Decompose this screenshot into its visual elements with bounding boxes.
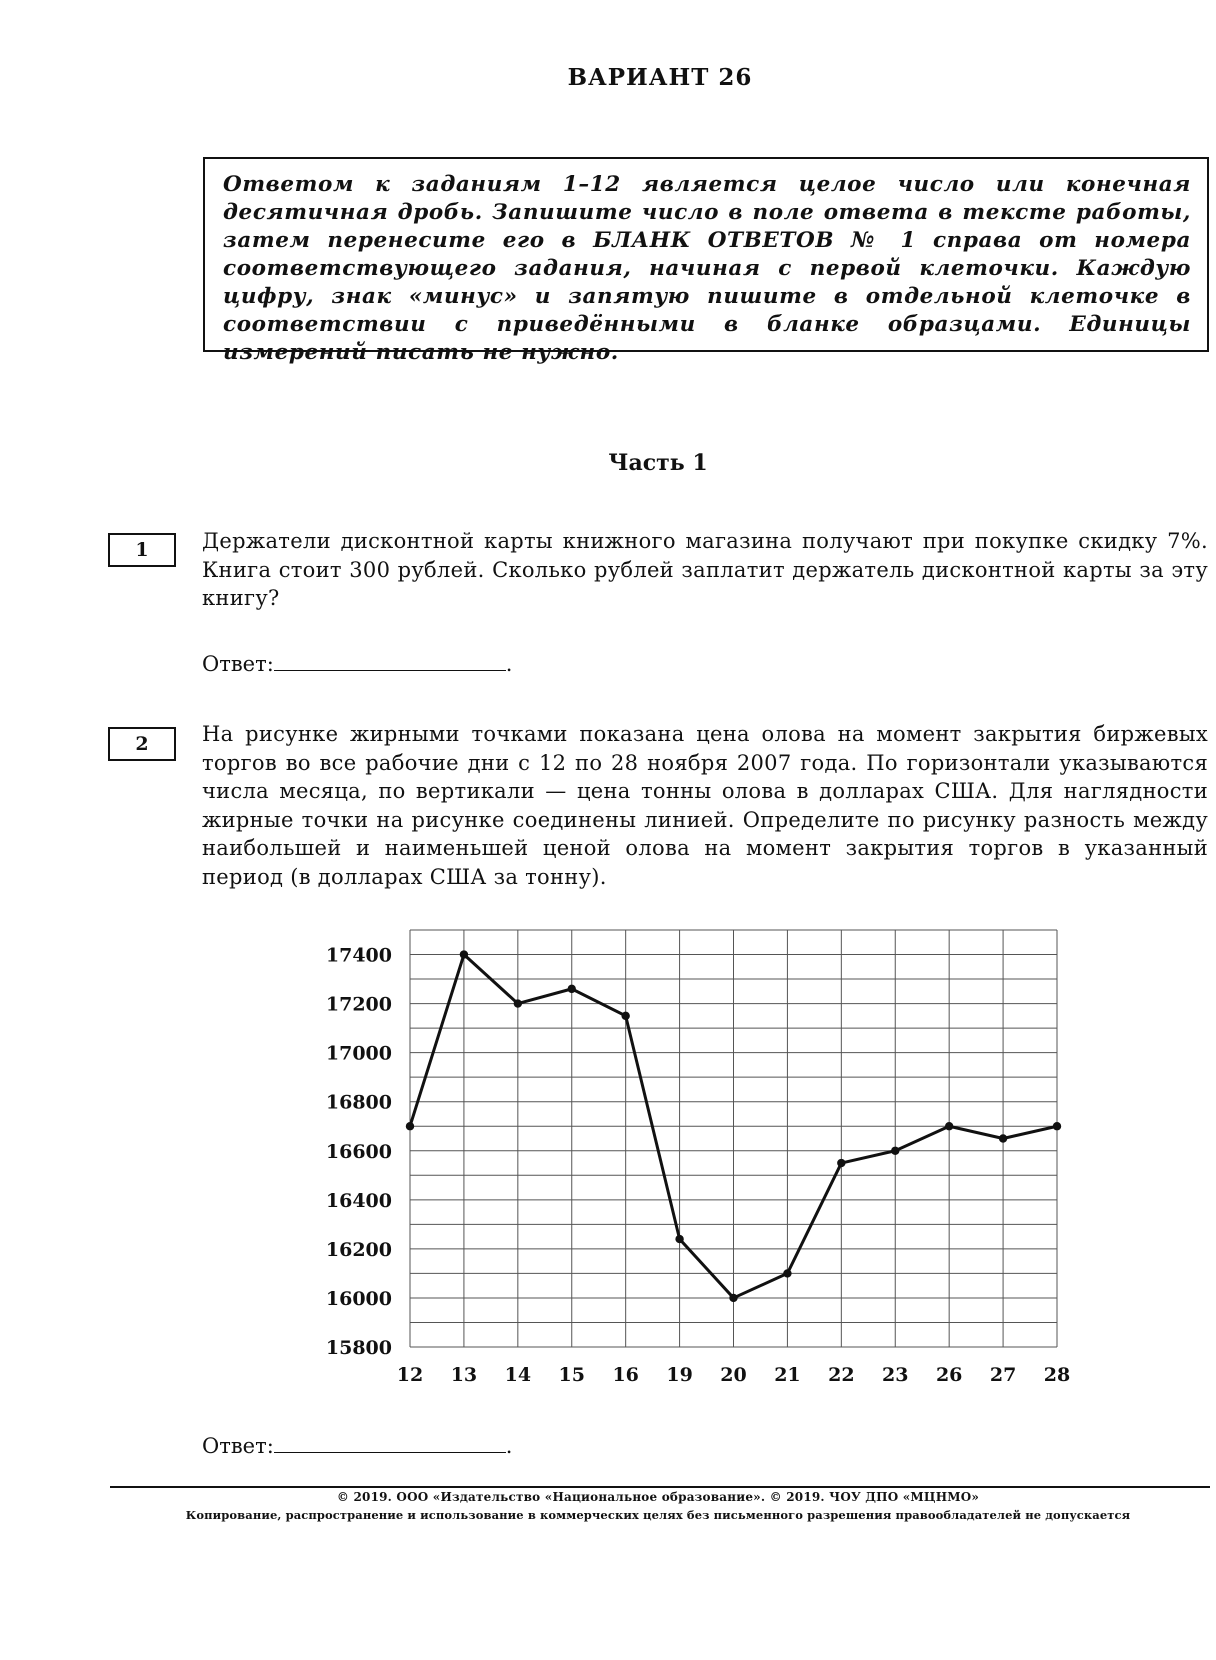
task-1-text: Держатели дисконтной карты книжного магазина получают при покупке скидку 7%. Книга стоит 300 рублей. Сколько рублей заплатит держатель дисконтной карты за эту книгу? — [202, 529, 1208, 610]
data-point — [460, 950, 468, 958]
answer-terminator: . — [505, 652, 513, 676]
footer-copyright: © 2019. ООО «Издательство «Национальное образование». © 2019. ЧОУ ДПО «МЦНМО» — [336, 1490, 980, 1504]
x-tick-label: 20 — [720, 1364, 747, 1386]
answer-label: Ответ: — [202, 652, 274, 676]
data-point — [1053, 1122, 1061, 1130]
x-tick-label: 22 — [828, 1364, 855, 1386]
y-tick-label: 17200 — [325, 993, 392, 1016]
x-tick-label: 27 — [989, 1364, 1017, 1386]
data-point — [514, 999, 522, 1007]
data-point — [406, 1122, 414, 1130]
data-point — [999, 1134, 1007, 1142]
task-number-1: 1 — [108, 533, 176, 567]
y-tick-label: 16600 — [325, 1140, 392, 1163]
variant-title: ВАРИАНТ 26 — [567, 64, 753, 91]
footer-notice: Копирование, распространение и использование в коммерческих целях без письменного разрешения правообладателей не допускается — [185, 1508, 1131, 1522]
task-1-answer — [202, 650, 512, 676]
footer-divider — [110, 1486, 1210, 1488]
data-point — [729, 1294, 737, 1302]
answer-label: Ответ: — [202, 1434, 274, 1458]
data-point — [783, 1269, 791, 1277]
part-title: Часть 1 — [608, 450, 708, 476]
answer-field[interactable] — [274, 1432, 506, 1453]
instructions-box — [203, 157, 1209, 365]
chart-svg — [310, 920, 1070, 1390]
task-2-answer — [202, 1432, 512, 1458]
data-point — [837, 1159, 845, 1167]
x-tick-label: 13 — [450, 1364, 478, 1386]
x-tick-label: 14 — [504, 1364, 532, 1386]
x-tick-label: 16 — [612, 1364, 639, 1386]
task-2-text: На рисунке жирными точками показана цена олова на момент закрытия биржевых торгов во все рабочие дни с 12 по 28 ноября 2007 года. По горизонтали указываются числа месяца, по вертикали — цена тонны олова в долларах США. Для наглядности жирные точки на рисунке соединены линией. Определите по рисунку разность между наибольшей и наименьшей ценой олова на момент закрытия торгов в указанный период (в долларах США за тонну). — [202, 722, 1208, 889]
y-tick-label: 15800 — [325, 1337, 392, 1359]
y-tick-label: 17400 — [325, 944, 392, 967]
answer-terminator: . — [505, 1434, 513, 1458]
instructions-text: Ответом к заданиям 1–12 является целое число или конечная десятичная дробь. Запишите число в поле ответа в тексте работы, затем перенесите его в БЛАНК ОТВЕТОВ № 1 справа от номера соответствующего задания, начиная с первой клеточки. Каждую цифру, знак «минус» и запятую пишите в отдельной клеточке в соответствии с приведёнными в бланке образцами. Единицы измерений писать не нужно. — [223, 172, 1191, 365]
data-point — [675, 1235, 683, 1243]
data-point — [891, 1147, 899, 1155]
data-point — [568, 985, 576, 993]
x-tick-label: 19 — [666, 1364, 693, 1386]
task-number-2: 2 — [108, 727, 176, 761]
x-tick-label: 23 — [882, 1364, 909, 1386]
answer-field[interactable] — [274, 650, 506, 671]
data-point — [621, 1012, 629, 1020]
tin-price-chart — [310, 920, 1070, 1390]
x-tick-label: 28 — [1043, 1364, 1070, 1386]
y-tick-label: 17000 — [325, 1042, 392, 1065]
x-tick-label: 26 — [935, 1364, 963, 1386]
x-tick-label: 21 — [774, 1364, 801, 1386]
y-tick-label: 16000 — [325, 1287, 392, 1310]
x-tick-label: 12 — [396, 1364, 424, 1386]
y-tick-label: 16800 — [325, 1091, 392, 1114]
y-tick-label: 16200 — [325, 1238, 392, 1261]
y-tick-label: 16400 — [325, 1189, 392, 1212]
x-tick-label: 15 — [558, 1364, 585, 1386]
data-point — [945, 1122, 953, 1130]
